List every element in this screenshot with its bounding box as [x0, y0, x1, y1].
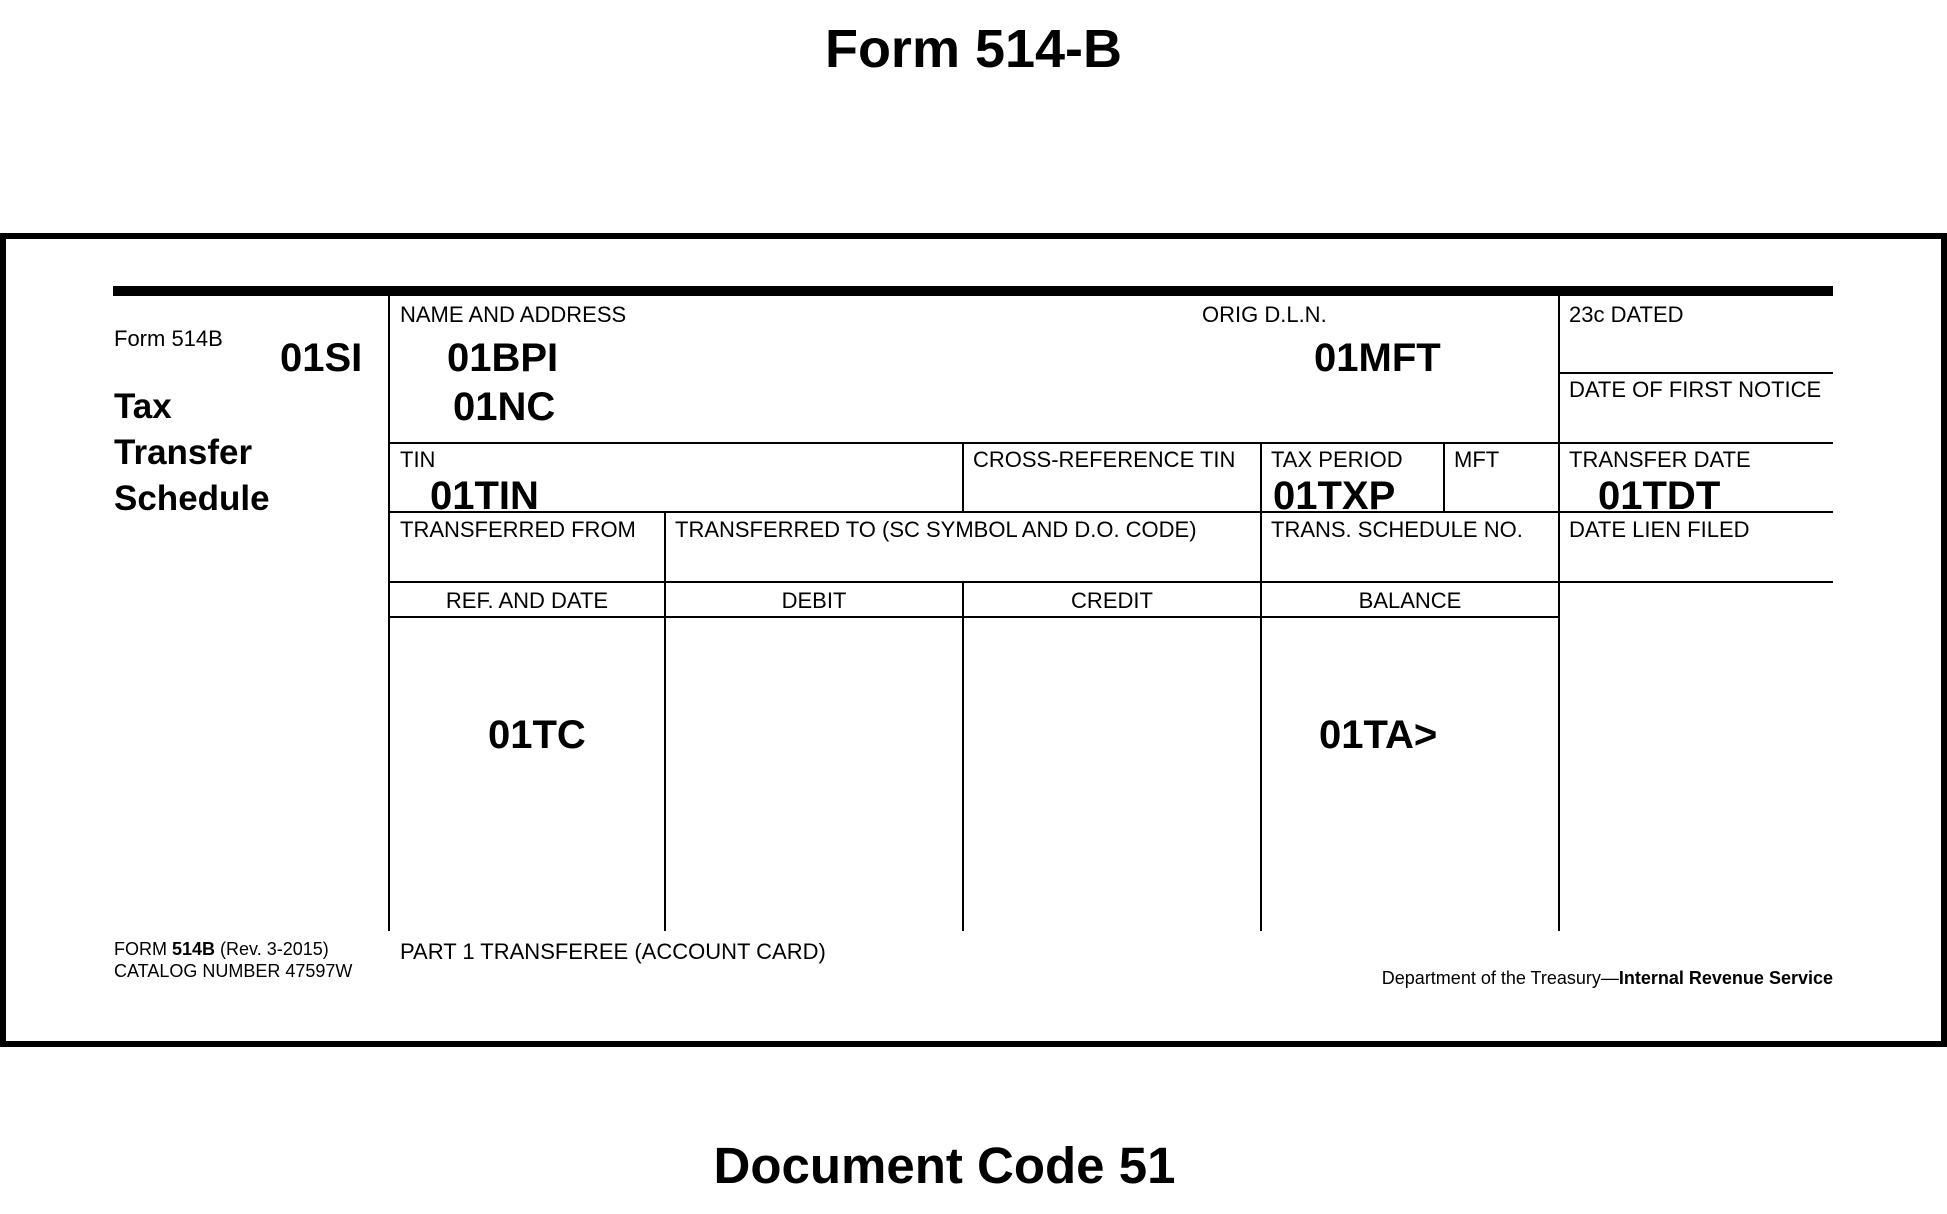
document-code: Document Code 51 — [713, 1137, 1176, 1194]
form-id: Form 514B — [114, 326, 223, 351]
orig-dln-label: ORIG D.L.N. — [1202, 302, 1327, 327]
header-credit: CREDIT — [1071, 588, 1153, 613]
transfer-date-label: TRANSFER DATE — [1569, 447, 1751, 472]
form-revision — [114, 940, 329, 958]
code-01mft: 01MFT — [1314, 336, 1441, 380]
title-line-2: Transfer — [114, 433, 253, 472]
cross-reference-tin-label: CROSS-REFERENCE TIN — [973, 447, 1236, 472]
divider-left — [388, 296, 390, 931]
header-ref-and-date: REF. AND DATE — [445, 588, 609, 613]
form-top-rule — [113, 286, 1833, 296]
rule-row1 — [388, 442, 1833, 444]
mft-label: MFT — [1454, 447, 1500, 472]
date-lien-filed-label: DATE LIEN FILED — [1569, 517, 1750, 542]
form-revision-number: 514B — [172, 939, 216, 959]
department-name: Department of the Treasury— — [1381, 968, 1619, 988]
trans-schedule-no-label: TRANS. SCHEDULE NO. — [1271, 517, 1523, 542]
divider-right — [1558, 296, 1560, 931]
divider-credit — [962, 581, 964, 931]
rule-23c — [1558, 372, 1833, 374]
divider-mft — [1443, 442, 1445, 511]
form-revision-suffix: (Rev. 3-2015) — [215, 939, 329, 959]
code-01tdt: 01TDT — [1598, 474, 1721, 518]
dated-23c-label: 23c DATED — [1569, 302, 1684, 327]
agency-name: Internal Revenue Service — [1618, 968, 1833, 988]
date-of-first-notice-label: DATE OF FIRST NOTICE — [1569, 377, 1822, 402]
department-line — [1382, 969, 1833, 987]
page-title: Form 514-B — [824, 19, 1123, 79]
code-01tin: 01TIN — [430, 474, 539, 518]
code-01nc: 01NC — [453, 385, 556, 429]
catalog-number: CATALOG NUMBER 47597W — [114, 961, 353, 981]
header-debit: DEBIT — [781, 588, 847, 613]
title-line-1: Tax — [114, 387, 172, 426]
code-01tc: 01TC — [488, 713, 586, 757]
code-01bpi: 01BPI — [447, 336, 559, 380]
code-01ta: 01TA> — [1319, 713, 1438, 757]
transferred-from-label: TRANSFERRED FROM — [400, 517, 636, 542]
divider-balance — [1260, 442, 1262, 931]
part-label: PART 1 TRANSFEREE (ACCOUNT CARD) — [400, 939, 826, 964]
divider-debit — [664, 511, 666, 931]
header-balance: BALANCE — [1358, 588, 1462, 613]
transferred-to-label: TRANSFERRED TO (SC SYMBOL AND D.O. CODE) — [675, 517, 1197, 542]
tin-label: TIN — [400, 447, 436, 472]
name-and-address-label: NAME AND ADDRESS — [400, 302, 627, 327]
tax-period-label: TAX PERIOD — [1271, 447, 1403, 472]
code-01txp: 01TXP — [1273, 474, 1396, 518]
code-01si: 01SI — [280, 336, 363, 380]
form-revision-prefix: FORM — [114, 939, 172, 959]
rule-row4 — [388, 616, 1558, 618]
title-line-3: Schedule — [114, 479, 270, 518]
rule-row3 — [388, 581, 1833, 583]
divider-cross-ref — [962, 442, 964, 511]
